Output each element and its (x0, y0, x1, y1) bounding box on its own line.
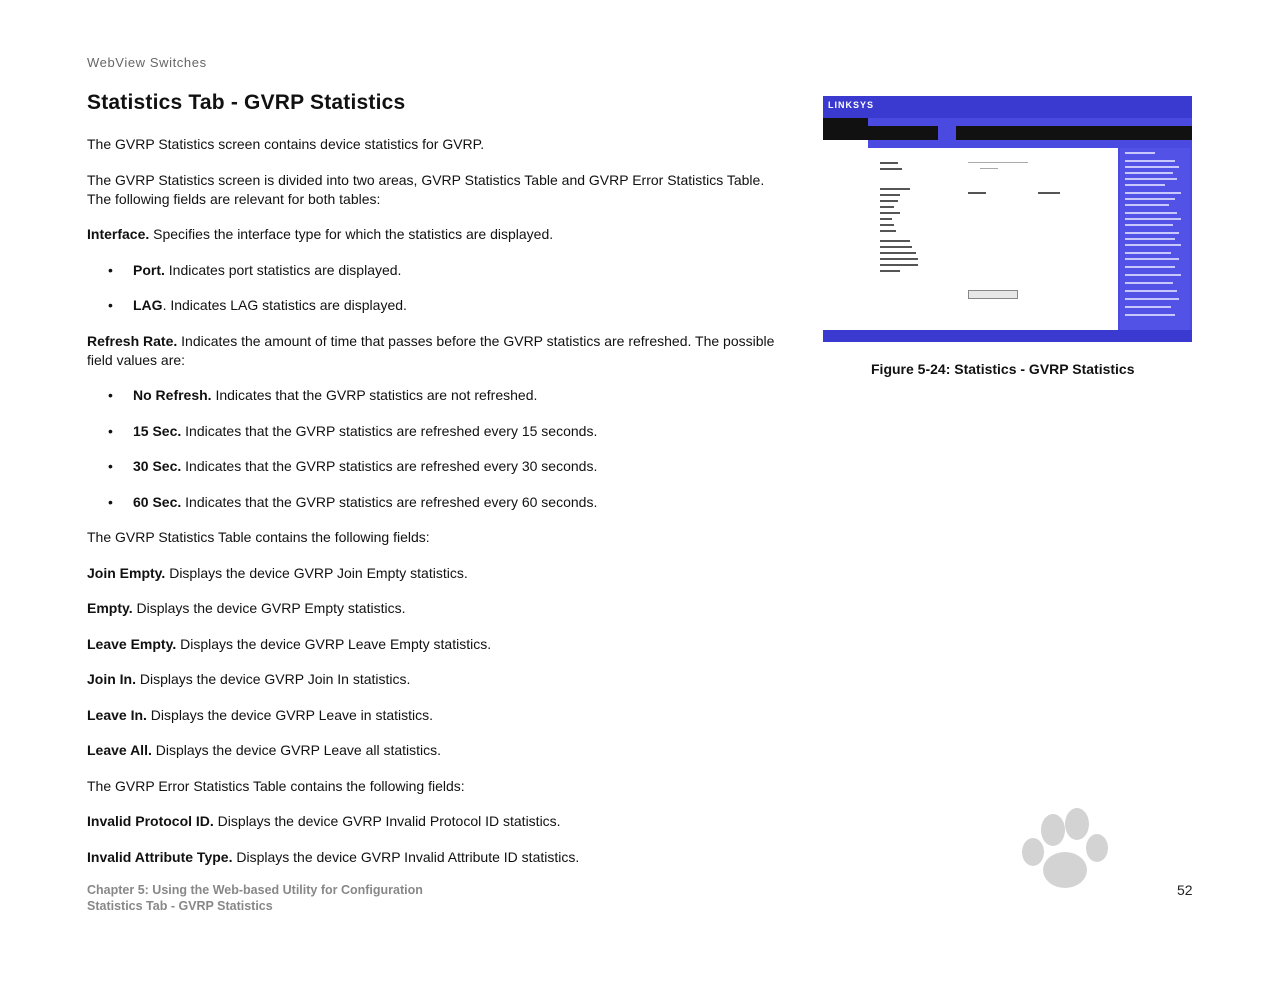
bullet-30-sec (87, 457, 787, 476)
bullet-icon: • (108, 493, 113, 510)
term: Leave Empty. (87, 635, 177, 652)
figure-help-line (1125, 258, 1179, 260)
figure-help-line (1125, 266, 1175, 268)
body-text (87, 135, 787, 883)
figure-help-line (1125, 166, 1179, 168)
running-header: WebView Switches (87, 55, 207, 70)
definition: Indicates that the GVRP statistics are refreshed every 15 seconds. (181, 422, 598, 439)
figure-caption: Figure 5-24: Statistics - GVRP Statistics (871, 361, 1135, 377)
figure-help-line (1125, 178, 1177, 180)
watermark-paw-icon (905, 790, 1205, 950)
definition: Indicates that the GVRP statistics are not refreshed. (211, 387, 538, 403)
definition: Displays the device GVRP Join Empty statistics. (165, 564, 468, 581)
definition: Indicates port statistics are displayed. (164, 261, 402, 278)
figure-help-line (1125, 232, 1179, 234)
term: Refresh Rate. (87, 332, 178, 349)
figure-help-line (1125, 204, 1169, 206)
bullet-lag (87, 296, 787, 315)
definition-empty (87, 599, 787, 618)
term: Invalid Attribute Type. (87, 848, 233, 865)
figure-text-line (880, 264, 918, 266)
figure-left-panel (823, 140, 868, 330)
definition: Displays the device GVRP Invalid Attribute ID statistics. (232, 848, 580, 865)
figure-help-line (1125, 282, 1173, 284)
bullet-port (87, 261, 787, 280)
figure-main-panel (868, 148, 1118, 330)
term: Empty. (87, 600, 133, 616)
figure-footer-bar (823, 330, 1192, 342)
figure-help-line (1125, 252, 1171, 254)
term: Invalid Protocol ID. (87, 813, 214, 829)
term: Leave All. (87, 742, 152, 758)
term: 30 Sec. (133, 458, 182, 474)
bullet-icon: • (108, 422, 113, 439)
term: Join In. (87, 671, 136, 687)
figure-header-bar (823, 96, 1192, 118)
definition: Displays the device GVRP Empty statistics. (132, 600, 406, 616)
term: No Refresh. (133, 387, 212, 403)
figure-text-line (880, 230, 896, 232)
figure-help-line (1125, 306, 1171, 308)
figure-text-line (880, 200, 898, 202)
definition: Displays the device GVRP Invalid Protocol ID statistics. (213, 813, 561, 829)
figure-text-line (880, 252, 916, 254)
figure-help-line (1125, 218, 1181, 220)
definition-join-empty (87, 564, 787, 583)
definition-refresh-rate (87, 332, 787, 370)
figure-text-line (880, 162, 898, 164)
definition: Displays the device GVRP Leave all statistics. (151, 742, 442, 758)
figure-help-line (1125, 184, 1165, 186)
figure-help-line (1125, 160, 1175, 162)
definition: . Indicates LAG statistics are displayed. (162, 297, 407, 313)
figure-text-line (1038, 192, 1060, 194)
bullet-60-sec (87, 493, 787, 512)
figure-text-line (968, 162, 1028, 163)
term: 15 Sec. (133, 422, 182, 439)
figure-text-line (880, 218, 892, 220)
bullet-no-refresh (87, 386, 787, 405)
definition-leave-all (87, 741, 787, 760)
intro-paragraph: The GVRP Statistics screen contains device statistics for GVRP. (87, 136, 485, 152)
figure-help-line (1125, 224, 1173, 226)
term: 60 Sec. (133, 493, 182, 510)
figure-help-line (1125, 152, 1155, 154)
term: LAG (133, 297, 163, 313)
figure-text-line (880, 258, 918, 260)
figure-help-panel (1120, 148, 1190, 330)
figure-clear-counters-button (968, 290, 1018, 299)
figure-help-line (1125, 212, 1177, 214)
figure-text-line (880, 168, 902, 170)
definition-interface (87, 225, 787, 244)
term: Join Empty. (87, 564, 166, 581)
error-table-intro: The GVRP Error Statistics Table contains the following fields: (87, 777, 465, 794)
figure-help-line (1125, 244, 1181, 246)
definition: Displays the device GVRP Leave in statistics. (146, 706, 434, 723)
figure-help-line (1125, 172, 1173, 174)
bullet-icon: • (108, 387, 113, 403)
figure-help-line (1125, 192, 1181, 194)
figure-text-line (880, 246, 912, 248)
definition-leave-in (87, 706, 787, 725)
figure-text-line (880, 270, 900, 272)
footer-chapter: Chapter 5: Using the Web-based Utility for Configuration (87, 883, 423, 897)
linksys-logo: LINKSYS (828, 100, 875, 110)
table-intro: The GVRP Statistics Table contains the following fields: (87, 529, 430, 545)
bullet-icon: • (108, 458, 113, 474)
figure-help-line (1125, 274, 1181, 276)
figure-text-line (880, 224, 894, 226)
footer-section: Statistics Tab - GVRP Statistics (87, 899, 273, 913)
term: Interface. (87, 226, 150, 242)
figure-help-line (1125, 238, 1175, 240)
term: Port. (133, 261, 165, 278)
section-title: Statistics Tab - GVRP Statistics (87, 91, 406, 114)
figure-text-line (880, 240, 910, 242)
bullet-icon: • (108, 297, 113, 313)
definition: Indicates that the GVRP statistics are refreshed every 60 seconds. (181, 493, 598, 510)
page-number: 52 (1177, 882, 1193, 898)
page-footer (87, 882, 423, 914)
bullet-15-sec (87, 422, 787, 441)
figure-text-line (880, 206, 894, 208)
definition-invalid-protocol-id (87, 812, 787, 831)
figure-help-line (1125, 298, 1179, 300)
figure-text-line (880, 212, 900, 214)
intro-paragraph-2: The GVRP Statistics screen is divided into two areas, GVRP Statistics Table and GVRP Error Statistics Table. The following fields are relevant for both tables: (87, 171, 765, 207)
definition: Indicates that the GVRP statistics are refreshed every 30 seconds. (181, 458, 598, 474)
figure-active-tab (938, 126, 956, 140)
bullet-icon: • (108, 261, 113, 278)
figure-help-line (1125, 314, 1175, 316)
term: Leave In. (87, 706, 147, 723)
definition: Indicates the amount of time that passes before the GVRP statistics are refreshed. The possible field values are: (87, 332, 775, 368)
figure-statistics-label (823, 118, 868, 140)
definition-leave-empty (87, 635, 787, 654)
figure-help-line (1125, 198, 1175, 200)
definition: Displays the device GVRP Leave Empty statistics. (176, 635, 492, 652)
figure-text-line (980, 168, 998, 169)
figure-text-line (968, 192, 986, 194)
screenshot-figure (823, 96, 1192, 342)
definition: Displays the device GVRP Join In statistics. (136, 671, 411, 687)
figure-nav-bar (868, 126, 1192, 140)
definition-join-in (87, 670, 787, 689)
definition-invalid-attribute-type (87, 848, 787, 867)
definition: Specifies the interface type for which the statistics are displayed. (149, 226, 554, 242)
figure-text-line (880, 188, 910, 190)
figure-text-line (880, 194, 900, 196)
figure-help-line (1125, 290, 1177, 292)
